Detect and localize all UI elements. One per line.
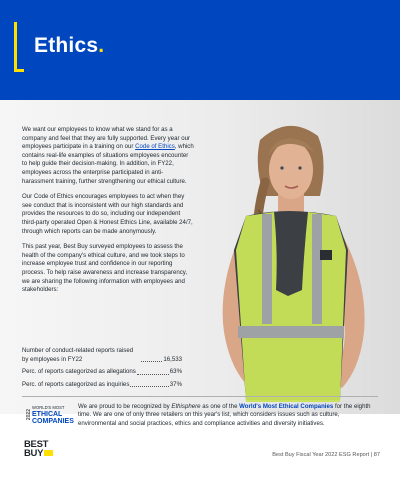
stat-value: 63% [169, 368, 182, 376]
stat-label: Perc. of reports categorized as allegations [22, 368, 136, 376]
employee-photo [168, 100, 400, 414]
ethics-line-paragraph: Our Code of Ethics encourages employees to act when they see conduct that is inconsistent with our high standards and provides the resources to do so, including our independent third-party operated Open & Honest Ethics Line, available 24/7, through which reports can be made anonymously. [22, 193, 193, 235]
best-buy-logo: BEST BUY [24, 440, 54, 464]
ethics-stats [22, 347, 182, 393]
recognition-text: We are proud to be recognized by Ethisphere as one of the World's Most Ethical Companies for the eighth time. We are one of only three retailers on this year's list, which considers issues such as culture, environmental and social practices, ethics and compliance activities and diversity initiatives. [78, 403, 371, 427]
page-footer: Best Buy Fiscal Year 2022 ESG Report | 87 [272, 452, 380, 458]
badge-text: WORLD'S MOST ETHICAL COMPANIES [32, 405, 74, 425]
stat-label: Perc. of reports categorized as inquiries [22, 380, 130, 388]
stat-value: 16,533 [163, 355, 182, 363]
leader-dots [137, 374, 169, 375]
body-text [22, 126, 194, 302]
badge-year: 2022 [26, 409, 32, 421]
header-banner [0, 0, 400, 100]
corner-bracket-graphic [14, 22, 24, 72]
stat-row [22, 347, 182, 364]
page-title: Ethics. [34, 34, 105, 57]
ethisphere-award-badge [24, 400, 74, 430]
stat-row [22, 381, 182, 390]
section-divider [22, 396, 378, 397]
code-of-ethics-link[interactable]: Code of Ethics [135, 143, 175, 151]
leader-dots [130, 386, 168, 387]
leader-dots [141, 361, 162, 362]
stat-row [22, 368, 182, 377]
stat-value: 37% [169, 380, 182, 388]
intro-paragraph: We want our employees to know what we stand for as a company and feel that they are fully supported. Every year our employees participate in a training on our Code of Ethics, which contains real-life examples of situations employees encounter to help guide their decision-making. In addition, in FY22, employees across the enterprise participated in anti-harassment training, further strengthening our ethical culture. [22, 126, 194, 185]
price-tag-icon [44, 450, 53, 456]
survey-paragraph: This past year, Best Buy surveyed employees to assess the health of the company's ethical culture, and we took steps to increase employee trust and confidence in our reporting process. To help raise awareness and increase transparency, we are sharing the following information with employees and stakeholders: [22, 243, 188, 294]
stat-label: Number of conduct-related reports raised by employees in FY22 [22, 347, 134, 363]
